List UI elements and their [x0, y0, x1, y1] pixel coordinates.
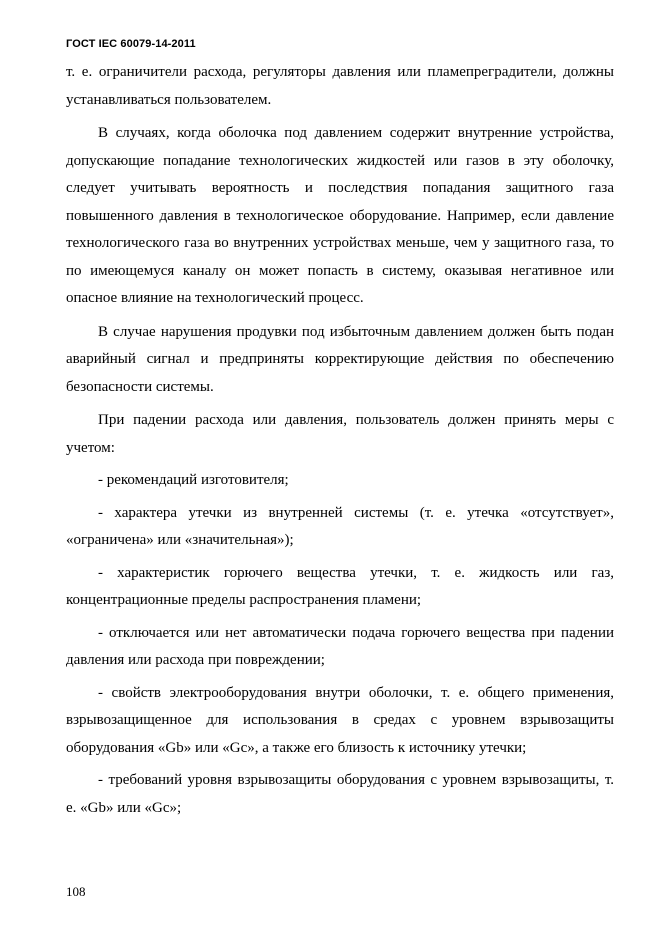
list-item-flammable-substance: - характеристик горючего вещества утечки, т. е. жидкость или газ, концентрационные пределы распространения пламени;	[66, 564, 614, 608]
page-number: 108	[66, 884, 86, 899]
page-header: ГОСТ IEC 60079-14-2011	[66, 38, 196, 50]
list-item-leak-character: - характера утечки из внутренней системы (т. е. утечка «отсутствует», «ограничена» или «значительная»);	[66, 504, 614, 548]
document-body	[66, 59, 614, 822]
paragraph-user-measures: При падении расхода или давления, пользователь должен принять меры с учетом:	[66, 412, 614, 456]
paragraph-purge-failure: В случае нарушения продувки под избыточным давлением должен быть подан аварийный сигнал и предприняты корректирующие действия по обеспечению безопасности системы.	[66, 323, 614, 395]
paragraph-pressurized-enclosure: В случаях, когда оболочка под давлением содержит внутренние устройства, допускающие попадание технологических жидкостей или газов в эту оболочку, следует учитывать вероятность и последствия попадания защитного газа повышенного давления в технологическое оборудование. Например, если давление технологического газа во внутренних устройствах меньше, чем у защитного газа, то по имеющемуся каналу он может попасть в систему, оказывая негативное или опасное влияние на технологический процесс.	[66, 125, 614, 306]
list-item-equipment-properties: - свойств электрооборудования внутри оболочки, т. е. общего применения, взрывозащищенное для использования в средах с уровнем взрывозащиты оборудования «Gb» или «Gc», а также его близость к источнику утечки;	[66, 684, 614, 756]
paragraph-continuation: т. е. ограничители расхода, регуляторы давления или пламепреградители, должны устанавливаться пользователем.	[66, 64, 614, 108]
list-item-protection-level: - требований уровня взрывозащиты оборудования с уровнем взрывозащиты, т. е. «Gb» или «Gc»;	[66, 772, 614, 816]
list-item-manufacturer-recommendations: - рекомендаций изготовителя;	[98, 472, 289, 488]
list-item-auto-shutoff: - отключается или нет автоматически подача горючего вещества при падении давления или расхода при повреждении;	[66, 624, 614, 668]
